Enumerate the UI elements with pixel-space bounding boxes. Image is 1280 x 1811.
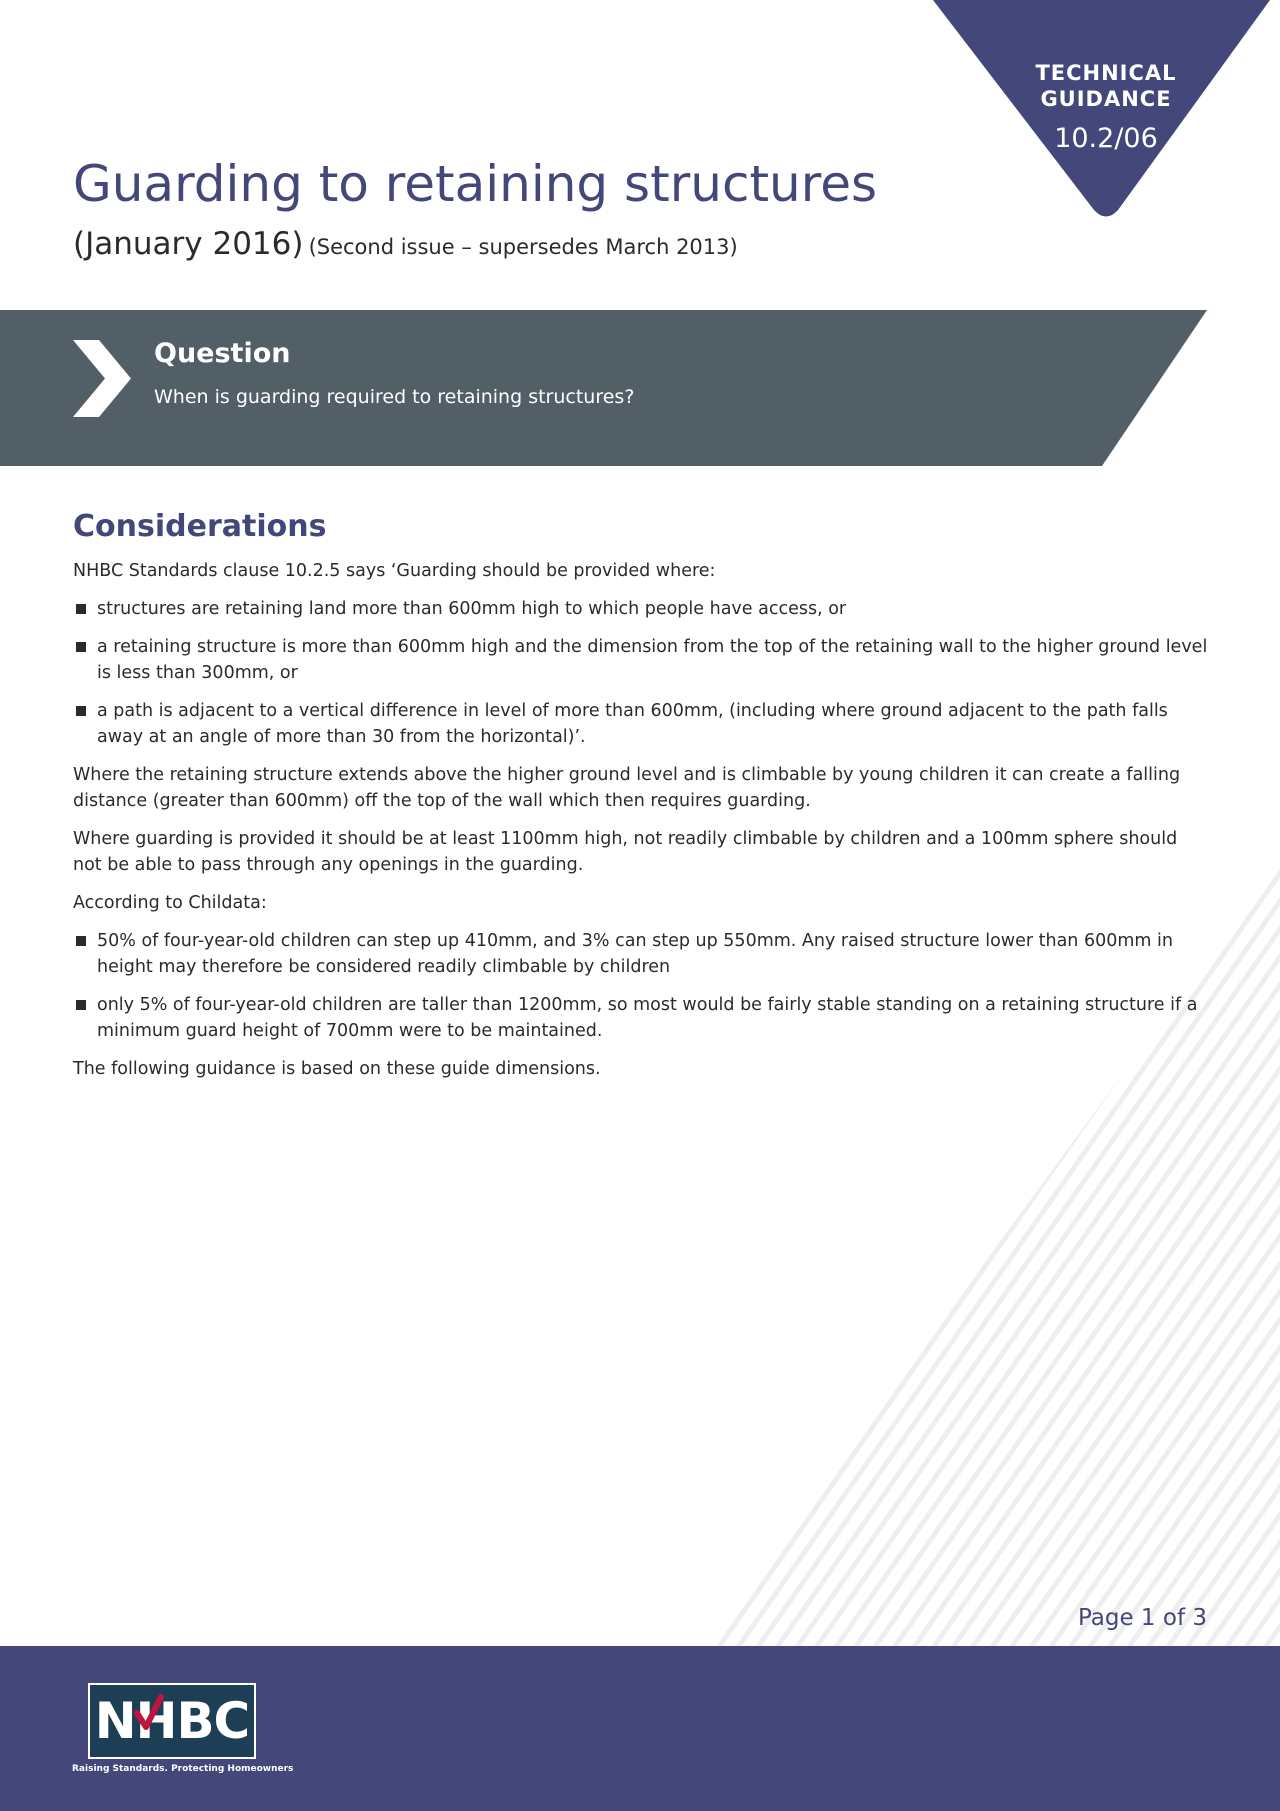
badge-number: 10.2/06 — [1054, 123, 1158, 154]
issue-date: (January 2016) — [73, 226, 304, 262]
climbable-paragraph: Where the retaining structure extends above the higher ground level and is climbable by young children it can create a falling distance (greater than 600mm) off the top of the wall which then requires guarding. — [73, 765, 1181, 811]
childata-intro: According to Childata: — [73, 893, 267, 913]
tick-mark-icon — [134, 1693, 164, 1733]
closing-paragraph: The following guidance is based on these guide dimensions. — [73, 1059, 601, 1079]
page-number: Page 1 of 3 — [1077, 1605, 1207, 1631]
footer-tagline: Raising Standards. Protecting Homeowners — [72, 1764, 294, 1774]
badge-line-guidance: GUIDANCE — [1040, 87, 1172, 111]
list-item: 50% of four-year-old children can step up 410mm, and 3% can step up 550mm. Any raised structure lower than 600mm in height may therefore be considered readily climbable by children — [73, 928, 1208, 980]
chevron-right-icon — [73, 340, 131, 417]
page-title: Guarding to retaining structures — [73, 155, 878, 213]
childata-bullet-list — [73, 928, 1208, 1044]
issue-note: (Second issue – supersedes March 2013) — [308, 235, 738, 259]
badge-line-technical: TECHNICAL — [1035, 61, 1177, 85]
list-item: a path is adjacent to a vertical difference in level of more than 600mm, (including where ground adjacent to the path falls away at an angle of more than 30 from the horizontal)’. — [73, 698, 1208, 750]
considerations-section — [73, 506, 1208, 1094]
clause-bullet-list — [73, 596, 1208, 750]
question-heading: Question — [154, 338, 291, 369]
list-item: a retaining structure is more than 600mm high and the dimension from the top of the retaining wall to the higher ground level is less than 300mm, or — [73, 634, 1208, 686]
clause-intro: NHBC Standards clause 10.2.5 says ‘Guarding should be provided where: — [73, 561, 716, 581]
guard-height-paragraph: Where guarding is provided it should be at least 1100mm high, not readily climbable by children and a 100mm sphere should not be able to pass through any openings in the guarding. — [73, 829, 1178, 875]
nhbc-logo — [88, 1683, 256, 1759]
question-text: When is guarding required to retaining structures? — [154, 386, 635, 408]
logo-wordmark: NHBC — [94, 1692, 250, 1750]
considerations-heading: Considerations — [73, 509, 327, 544]
list-item: structures are retaining land more than 600mm high to which people have access, or — [73, 596, 1208, 622]
subtitle — [73, 226, 738, 262]
list-item: only 5% of four-year-old children are taller than 1200mm, so most would be fairly stable standing on a retaining structure if a minimum guard height of 700mm were to be maintained. — [73, 992, 1208, 1044]
